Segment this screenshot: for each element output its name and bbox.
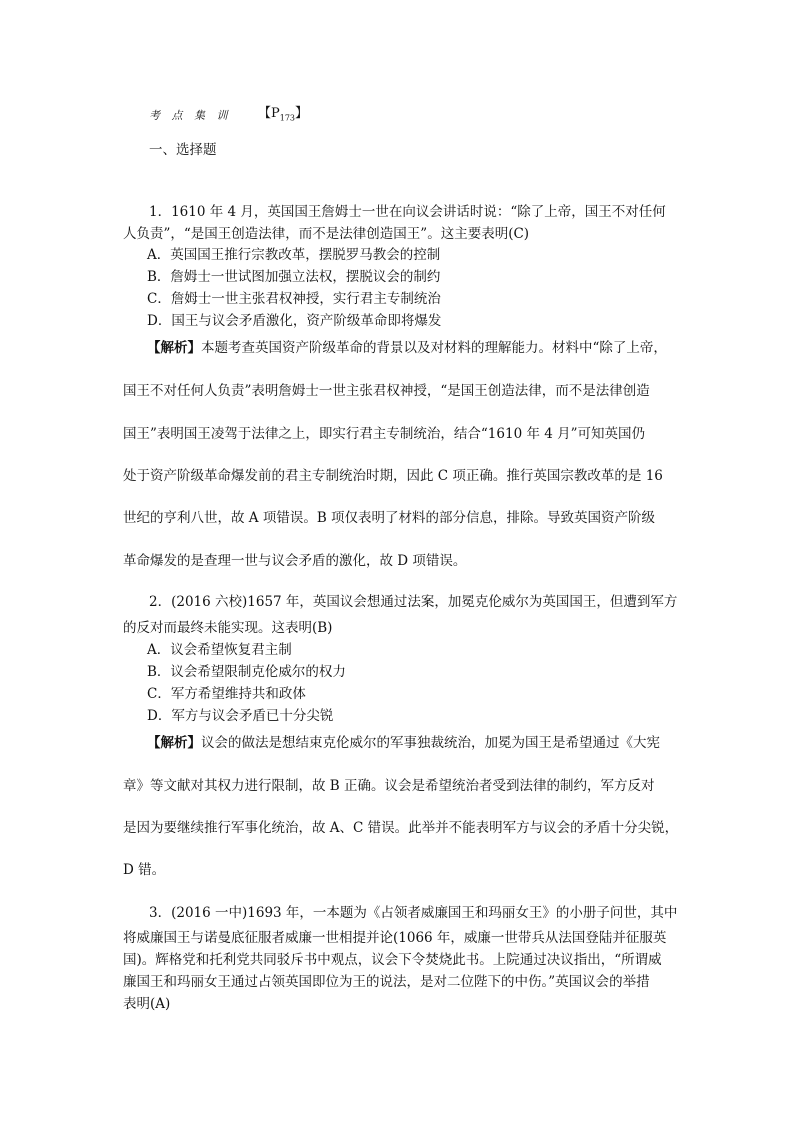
question-1-analysis-line-2: 国王不对任何人负责”表明詹姆士一世主张君权神授，“是国王创造法律，而不是法律创造 — [123, 383, 650, 399]
question-2-analysis-line-3: 是因为要继续推行军事化统治，故 A、C 错误。此举并不能表明军方与议会的矛盾十分尖锐， — [123, 820, 679, 836]
question-2-analysis-line-2: 章》等文献对其权力进行限制，故 B 正确。议会是希望统治者受到法律的制约，军方反对 — [123, 778, 655, 794]
question-2-stem-line-2: 的反对而最终未能实现。这表明(B) — [123, 620, 333, 636]
question-1-option-c: C．詹姆士一世主张君权神授，实行君主专制统治 — [147, 291, 441, 307]
question-3-stem-line-1: 3．(2016 一中)1693 年，一本题为《占领者威廉国王和玛丽女王》的小册子问世，其中 — [149, 905, 678, 921]
question-1-analysis-line-6: 革命爆发的是查理一世与议会矛盾的激化，故 D 项错误。 — [123, 553, 467, 569]
question-2-option-c: C．军方希望维持共和政体 — [147, 686, 306, 702]
question-1-analysis-line-5: 世纪的亨利八世，故 A 项错误。B 项仅表明了材料的部分信息，排除。导致英国资产阶级 — [123, 510, 656, 526]
question-2-analysis-line-1: 【解析】议会的做法是想结束克伦威尔的军事独裁统治，加冕为国王是希望通过《大宪 — [147, 735, 660, 751]
section-title: 一、选择题 — [149, 142, 217, 158]
question-1-analysis-line-1: 【解析】本题考查英国资产阶级革命的背景以及对材料的理解能力。材料中“除了上帝， — [147, 340, 667, 356]
question-1-stem-line-1: 1．1610 年 4 月，英国国王詹姆士一世在向议会讲话时说：“除了上帝，国王不对任何 — [149, 204, 666, 220]
question-1-stem-line-2: 人负责”，“是国王创造法律，而不是法律创造国王”。这主要表明(C) — [123, 226, 530, 242]
question-1-option-a: A．英国国王推行宗教改革，摆脱罗马教会的控制 — [147, 247, 441, 263]
question-1-option-b: B．詹姆士一世试图加强立法权，摆脱议会的制约 — [147, 269, 441, 285]
question-2-option-b: B．议会希望限制克伦威尔的权力 — [147, 664, 346, 680]
analysis-tag: 【解析】 — [147, 340, 201, 356]
question-3-stem-line-3: 国)。辉格党和托利党共同驳斥书中观点，议会下令焚烧此书。上院通过决议指出，“所谓威 — [123, 952, 662, 968]
question-2-analysis-line-4: D 错。 — [123, 862, 166, 878]
question-2-stem-line-1: 2．(2016 六校)1657 年，英国议会想通过法案，加冕克伦威尔为英国国王，但遭到军方 — [149, 594, 678, 610]
question-2-option-a: A．议会希望恢复君主制 — [147, 642, 292, 658]
question-1-option-d: D．国王与议会矛盾激化，资产阶级革命即将爆发 — [147, 313, 442, 329]
page-reference: 【$P_{173}$】 — [258, 106, 309, 123]
question-3-stem-line-2: 将威廉国王与诺曼底征服者威廉一世相提并论(1066 年，威廉一世带兵从法国登陆并征服英 — [123, 930, 667, 946]
analysis-tag: 【解析】 — [147, 735, 201, 751]
question-1-analysis-line-3: 国王”表明国王凌驾于法律之上，即实行君主专制统治，结合“1610 年 4 月”可知英国仍 — [123, 426, 646, 442]
question-3-stem-line-5: 表明(A) — [123, 996, 171, 1012]
question-2-option-d: D．军方与议会矛盾已十分尖锐 — [147, 708, 334, 724]
question-3-stem-line-4: 廉国王和玛丽女王通过占领英国即位为王的说法，是对二位陛下的中伤。”英国议会的举措 — [123, 974, 650, 990]
section-header-title: 考 点 集 训 — [149, 109, 232, 122]
question-1-analysis-line-4: 处于资产阶级革命爆发前的君主专制统治时期，因此 C 项正确。推行英国宗教改革的是 16 — [123, 468, 663, 484]
